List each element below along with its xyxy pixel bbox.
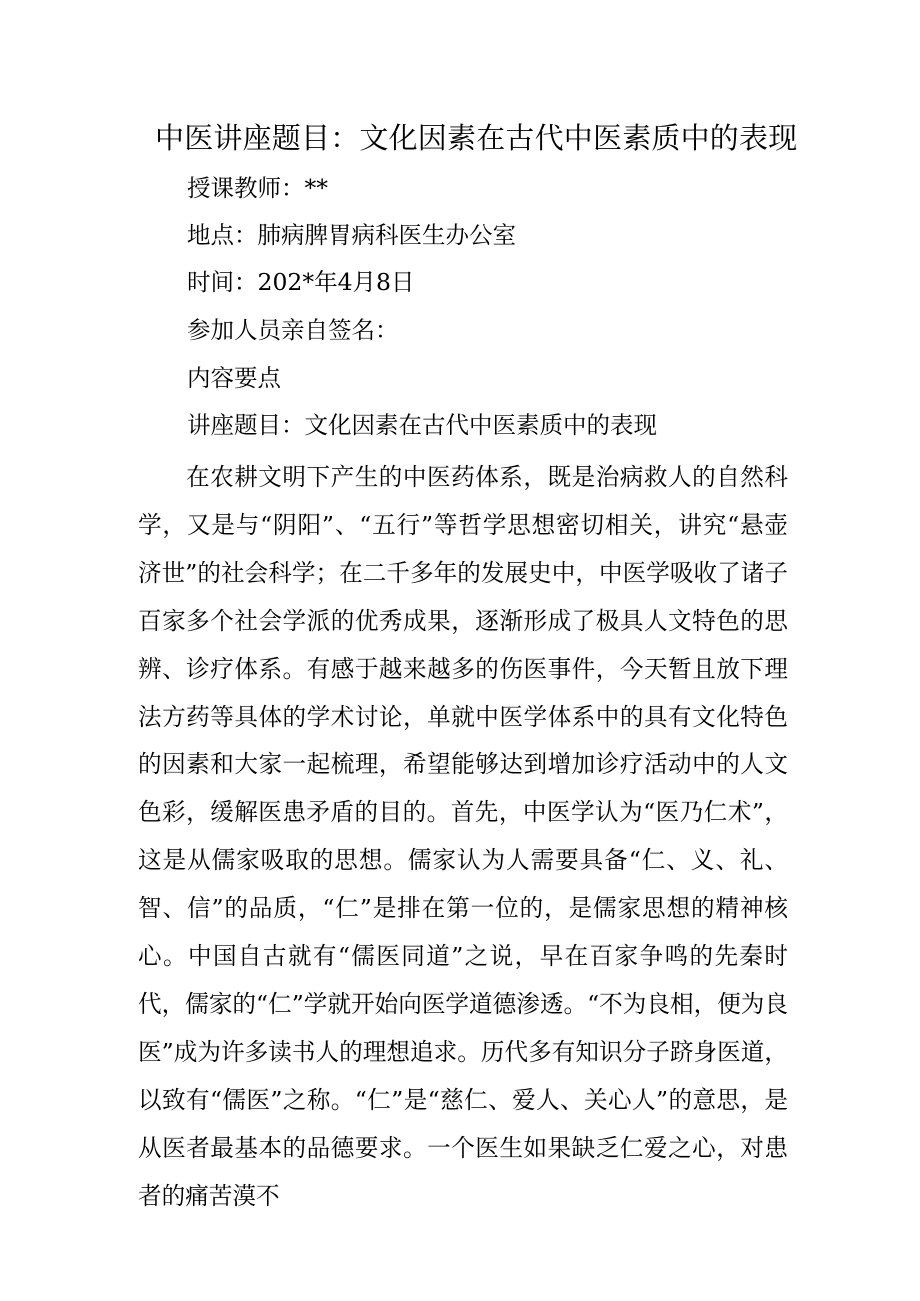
attendees-signature-line: 参加人员亲自签名：: [187, 316, 399, 344]
document-title: 中医讲座题目：文化因素在古代中医素质中的表现: [155, 121, 798, 155]
time-line: 时间：202*年4月8日: [187, 268, 415, 296]
content-heading: 内容要点: [187, 364, 281, 392]
lecture-topic-line: 讲座题目：文化因素在古代中医素质中的表现: [187, 411, 657, 439]
location-line: 地点：肺病脾胃病科医生办公室: [187, 221, 516, 249]
body-paragraph: 在农耕文明下产生的中医药体系，既是治病救人的自然科学，又是与“阴阳”、“五行”等哲学思想密切相关，讲究“悬壶济世”的社会科学；在二千多年的发展史中，中医学吸收了诸子百家多个社会学派的优秀成果，逐渐形成了极具人文特色的思辨、诊疗体系。有感于越来越多的伤医事件，今天暂且放下理法方药等具体的学术讨论，单就中医学体系中的具有文化特色的因素和大家一起梳理，希望能够达到增加诊疗活动中的人文色彩，缓解医患矛盾的目的。首先，中医学认为“医乃仁术”，这是从儒家吸取的思想。儒家认为人需要具备“仁、义、礼、智、信”的品质，“仁”是排在第一位的，是儒家思想的精神核心。中国自古就有“儒医同道”之说，早在百家争鸣的先秦时代，儒家的“仁”学就开始向医学道德渗透。“不为良相，便为良医”成为许多读书人的理想追求。历代多有知识分子跻身医道，以致有“儒医”之称。“仁”是“慈仁、爱人、关心人”的意思，是从医者最基本的品德要求。一个医生如果缺乏仁爱之心，对患者的痛苦漠不: [138, 463, 788, 1210]
teacher-line: 授课教师：**: [187, 174, 328, 202]
